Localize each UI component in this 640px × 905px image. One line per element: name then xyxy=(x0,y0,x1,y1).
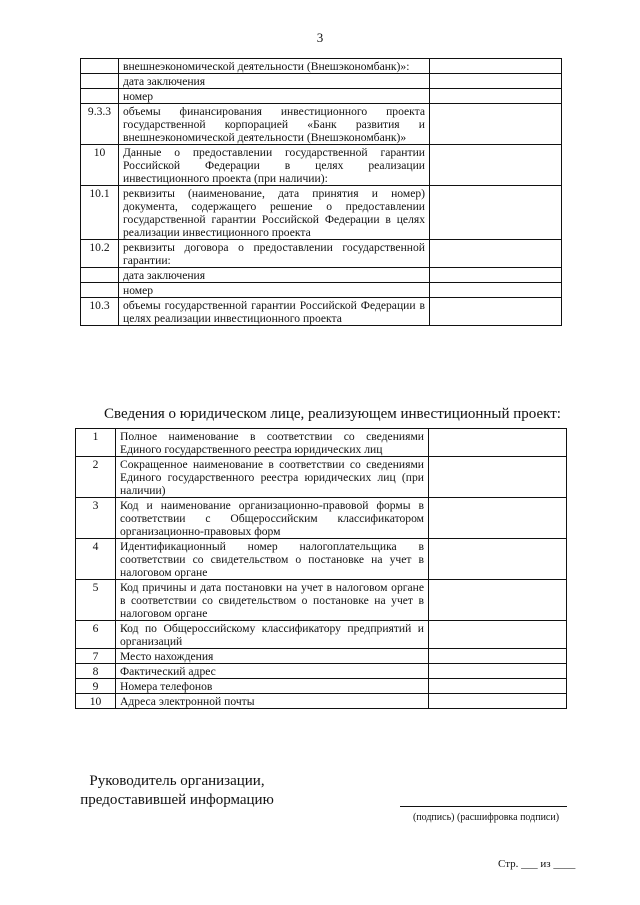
row-number: 9.3.3 xyxy=(81,104,119,145)
row-number xyxy=(81,268,119,283)
table-row xyxy=(76,457,567,498)
row-value-cell xyxy=(430,59,562,74)
row-number xyxy=(81,59,119,74)
table-row xyxy=(81,89,562,104)
row-description: объемы государственной гарантии Российской Федерации в целях реализации инвестиционного проекта xyxy=(119,298,430,326)
row-value-cell xyxy=(430,186,562,240)
table-row xyxy=(81,104,562,145)
signatory-title-line: предоставившей информацию xyxy=(80,792,274,808)
row-number: 8 xyxy=(76,664,116,679)
row-value-cell xyxy=(430,283,562,298)
table-row xyxy=(81,283,562,298)
row-value-cell xyxy=(429,649,567,664)
row-description: Фактический адрес xyxy=(116,664,429,679)
row-number: 6 xyxy=(76,621,116,649)
row-number xyxy=(81,74,119,89)
row-number: 9 xyxy=(76,679,116,694)
row-number: 1 xyxy=(76,429,116,457)
row-description: Код причины и дата постановки на учет в налоговом органе в соответствии со свидетельством о постановке на учет в налоговом органе xyxy=(116,580,429,621)
row-description: Код и наименование организационно-правовой формы в соответствии с Общероссийским классификатором организационно-правовых форм xyxy=(116,498,429,539)
row-description: Номера телефонов xyxy=(116,679,429,694)
row-value-cell xyxy=(429,679,567,694)
row-description: реквизиты договора о предоставлении государственной гарантии: xyxy=(119,240,430,268)
table-row xyxy=(76,664,567,679)
row-number xyxy=(81,89,119,104)
row-description: Сокращенное наименование в соответствии со сведениями Единого государственного реестра юридических лиц (при наличии) xyxy=(116,457,429,498)
table-row xyxy=(76,580,567,621)
table-row xyxy=(76,539,567,580)
row-number: 4 xyxy=(76,539,116,580)
legal-entity-table xyxy=(75,428,567,709)
table-row xyxy=(81,240,562,268)
row-number: 2 xyxy=(76,457,116,498)
table-row xyxy=(76,694,567,709)
row-description: внешнеэкономической деятельности (Внешэкономбанк)»: xyxy=(119,59,430,74)
signatory-title-line: Руководитель организации, xyxy=(89,773,265,789)
row-description: дата заключения xyxy=(119,74,430,89)
row-description: Код по Общероссийскому классификатору предприятий и организаций xyxy=(116,621,429,649)
section-title: Сведения о юридическом лице, реализующем инвестиционный проект: xyxy=(104,406,561,422)
row-value-cell xyxy=(430,240,562,268)
row-number: 10.2 xyxy=(81,240,119,268)
row-description: объемы финансирования инвестиционного проекта государственной корпорацией «Банк развития и внешнеэкономической деятельности (Внешэкономбанк)» xyxy=(119,104,430,145)
table-row xyxy=(81,74,562,89)
table-row xyxy=(81,145,562,186)
row-value-cell xyxy=(429,621,567,649)
row-number: 10.1 xyxy=(81,186,119,240)
row-value-cell xyxy=(429,498,567,539)
row-number: 10 xyxy=(81,145,119,186)
row-description: реквизиты (наименование, дата принятия и номер) документа, содержащего решение о предоставлении государственной гарантии Российской Федерации в целях реализации инвестиционного проекта xyxy=(119,186,430,240)
row-value-cell xyxy=(430,74,562,89)
row-number xyxy=(81,283,119,298)
row-number: 10 xyxy=(76,694,116,709)
row-value-cell xyxy=(429,429,567,457)
table-row xyxy=(81,268,562,283)
row-value-cell xyxy=(429,539,567,580)
table-row xyxy=(76,429,567,457)
row-description: Данные о предоставлении государственной гарантии Российской Федерации в целях реализации инвестиционного проекта (при наличии): xyxy=(119,145,430,186)
table-row xyxy=(81,186,562,240)
table-row xyxy=(81,59,562,74)
row-value-cell xyxy=(430,89,562,104)
signatory-title xyxy=(62,772,292,810)
table-row xyxy=(76,679,567,694)
signature-caption: (подпись) (расшифровка подписи) xyxy=(412,812,560,823)
investment-funding-table xyxy=(80,58,562,326)
row-description: Место нахождения xyxy=(116,649,429,664)
row-number: 5 xyxy=(76,580,116,621)
row-description: Адреса электронной почты xyxy=(116,694,429,709)
row-value-cell xyxy=(430,104,562,145)
row-value-cell xyxy=(430,268,562,283)
row-description: Идентификационный номер налогоплательщика в соответствии со свидетельством о постановке на учет в налоговом органе xyxy=(116,539,429,580)
row-description: номер xyxy=(119,283,430,298)
row-description: дата заключения xyxy=(119,268,430,283)
page-counter: Стр. ___ из ____ xyxy=(498,858,576,870)
row-value-cell xyxy=(429,694,567,709)
row-number: 7 xyxy=(76,649,116,664)
row-number: 10.3 xyxy=(81,298,119,326)
table-row xyxy=(81,298,562,326)
row-value-cell xyxy=(430,298,562,326)
row-value-cell xyxy=(429,457,567,498)
table-row xyxy=(76,621,567,649)
row-value-cell xyxy=(430,145,562,186)
table-row xyxy=(76,498,567,539)
row-number: 3 xyxy=(76,498,116,539)
row-value-cell xyxy=(429,580,567,621)
row-value-cell xyxy=(429,664,567,679)
signature-line xyxy=(400,806,567,807)
row-description: Полное наименование в соответствии со сведениями Единого государственного реестра юридических лиц xyxy=(116,429,429,457)
page-number: 3 xyxy=(316,30,324,45)
row-description: номер xyxy=(119,89,430,104)
table-row xyxy=(76,649,567,664)
